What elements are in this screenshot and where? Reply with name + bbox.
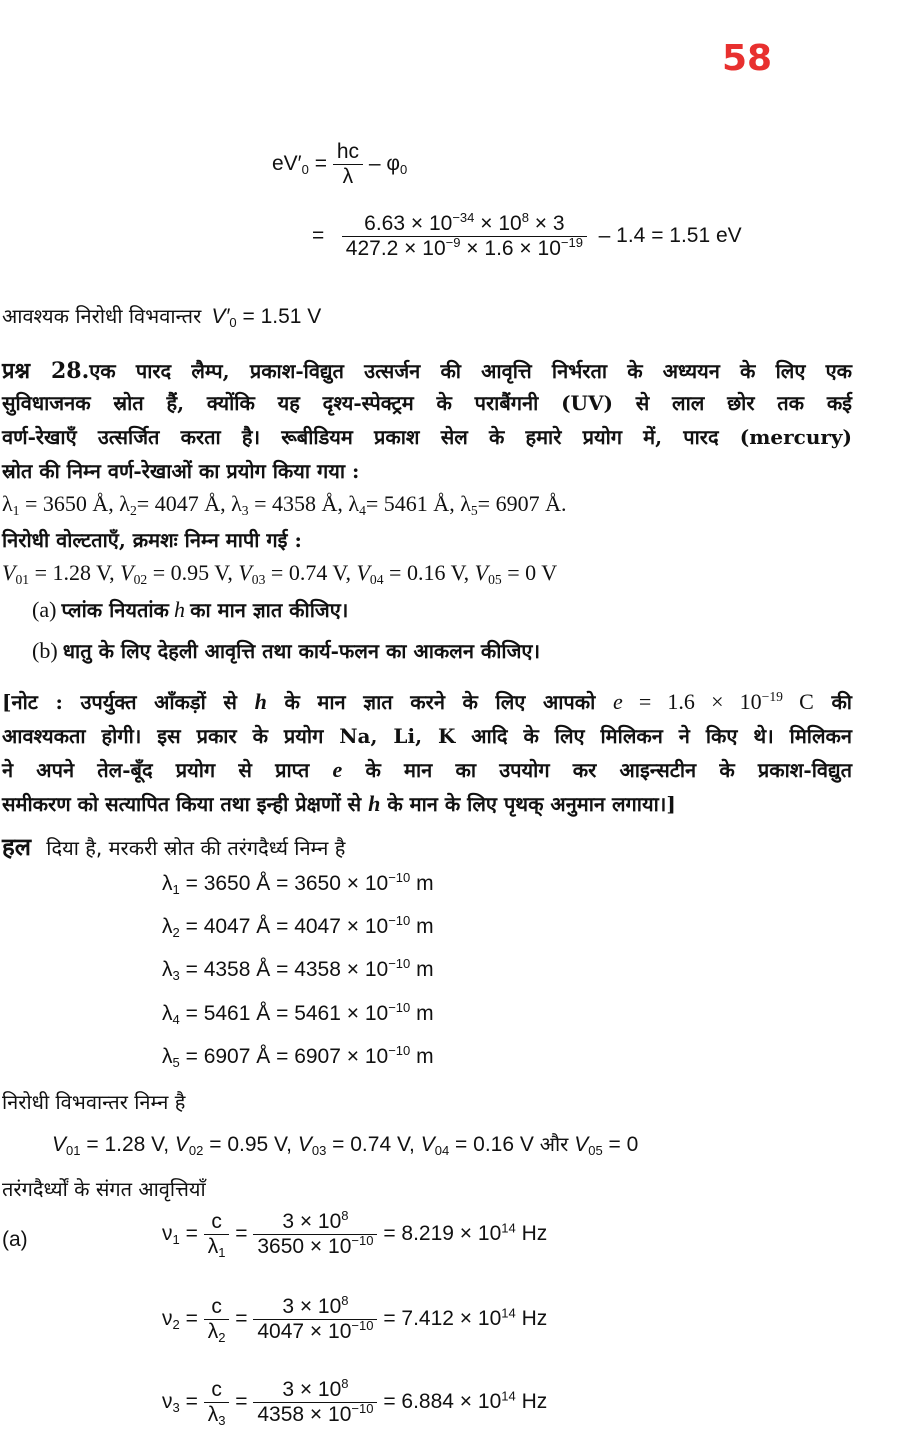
- note-line-3: ने अपने तेल-बूँद प्रयोग से प्राप्त e के मान का उपयोग कर आइन्सटीन के प्रकाश-विद्युत: [2, 757, 853, 782]
- stop-intro: निरोधी विभवान्तर निम्न है: [2, 1090, 186, 1114]
- question-line-1: प्रश्न 28.एक पारद लैम्प, प्रकाश-विद्युत उत्सर्जन की आवृत्ति निर्भरता के अध्ययन के लिए एक: [2, 358, 852, 384]
- eq-result: – 1.4 = 1.51 eV: [598, 224, 742, 248]
- freq-intro: तरंगदैर्ध्यों के संगत आवृत्तियाँ: [2, 1177, 206, 1201]
- freq-line-3: $\nu_3$ = $\frac{c}{\lambda_3}$ = $\frac{3 \times 10^8}{4358 \times 10^{-10}}$ = $6.884 \times 10^{14}$ Hz: [162, 1376, 548, 1428]
- lambda-5: $\lambda_5 = 6907$ Å = $6907 \times 10^{-10}$ m: [162, 1043, 434, 1070]
- question-line-4: स्रोत की निम्न वर्ण-रेखाओं का प्रयोग किया गया :: [2, 459, 360, 483]
- eq-lhs-sub: 0: [301, 161, 309, 177]
- equation-numeric: = $\frac{6.63 \times 10^{-34} \times 10^8 \times 3}{427.2 \times 10^{-9} \times 1.6 \times 10^{-19}}$ – 1.4 = 1.51 eV: [312, 210, 742, 260]
- note-line-1: [नोट : उपर्युक्त आँकड़ों से h के मान ज्ञात करने के लिए आपको $e = 1.6 \times 10^{-19}$ C की: [2, 688, 852, 714]
- note-line-2: आवश्यकता होगी। इस प्रकार के प्रयोग Na, Li, K आदि के लिए मिलिकन ने किए थे। मिलिकन: [2, 724, 852, 748]
- equation-stopping-potential: $eV'_0$ = $\frac{hc}{\lambda}$ – $\varphi_0$: [272, 140, 408, 188]
- fraction-numeric: $\frac{6.63 \times 10^{-34} \times 10^8 \times 3}{427.2 \times 10^{-9} \times 1.6 \times 10^{-19}}$: [342, 212, 587, 261]
- lambda-1: $\lambda_1 = 3650$ Å = $3650 \times 10^{-10}$ m: [162, 870, 434, 897]
- solution-label: हल: [2, 832, 32, 861]
- question-part-a: (a) प्लांक नियतांक h का मान ज्ञात कीजिए।: [32, 597, 349, 622]
- stop-line: $V_{01} = 1.28$ V, $V_{02} = 0.95$ V, $V_{03} = 0.74$ V, $V_{04} = 0.16$ V और $V_{05} = 0$: [52, 1132, 639, 1158]
- question-label: प्रश्न 28.: [2, 358, 90, 384]
- lambda-3: $\lambda_3 = 4358$ Å = $4358 \times 10^{-10}$ m: [162, 956, 434, 983]
- freq-line-1: $\nu_1$ = $\frac{c}{\lambda_1}$ = $\frac{3 \times 10^8}{3650 \times 10^{-10}}$ = $8.219 \times 10^{14}$ Hz: [162, 1208, 548, 1260]
- question-line-2: सुविधाजनक स्रोत हैं, क्योंकि यह दृश्य-स्पेक्ट्रम के पराबैंगनी (UV) से लाल छोर तक कई: [2, 391, 852, 415]
- eq-tail: – φ: [368, 152, 400, 176]
- page-number: 58: [722, 38, 773, 79]
- eq-tail-sub: 0: [399, 161, 408, 177]
- question-line-3: वर्ण-रेखाएँ उत्सर्जित करता है। रूबीडियम प्रकाश सेल के हमारे प्रयोग में, पारद (mercury): [2, 425, 852, 449]
- lambda-2: $\lambda_2 = 4047$ Å = $4047 \times 10^{-10}$ m: [162, 913, 434, 940]
- eq-lhs: eV′: [272, 152, 302, 176]
- solution-intro: हल दिया है, मरकरी स्रोत की तरंगदैर्ध्य निम्न है: [2, 832, 346, 861]
- lambda-4: $\lambda_4 = 5461$ Å = $5461 \times 10^{-10}$ m: [162, 1000, 434, 1027]
- result-line: आवश्यक निरोधी विभवान्तर $V'_0 = 1.51$ V: [2, 304, 322, 330]
- part-a-label: (a): [2, 1228, 28, 1251]
- wavelength-list: $\lambda_1 = 3650$ Å, $\lambda_2= 4047$ Å, $\lambda_3 = 4358$ Å, $\lambda_4= 5461$ Å, $\lambda_5= 6907$ Å.: [2, 491, 567, 519]
- fraction-hc-lambda: $\frac{hc}{\lambda}$: [333, 140, 363, 189]
- question-part-b: (b) धातु के लिए देहली आवृत्ति तथा कार्य-फलन का आकलन कीजिए।: [32, 638, 541, 663]
- freq-line-2: $\nu_2$ = $\frac{c}{\lambda_2}$ = $\frac{3 \times 10^8}{4047 \times 10^{-10}}$ = $7.412 \times 10^{14}$ Hz: [162, 1293, 548, 1345]
- voltage-list: $V_{01} = 1.28$ V, $V_{02} = 0.95$ V, $V_{03} = 0.74$ V, $V_{04} = 0.16$ V, $V_{05} = 0$ V: [2, 560, 558, 588]
- voltage-intro: निरोधी वोल्टताएँ, क्रमशः निम्न मापी गई :: [2, 528, 302, 552]
- note-line-4: समीकरण को सत्यापित किया तथा इन्ही प्रेक्षणों से h के मान के लिए पृथक् अनुमान लगाया।]: [2, 791, 676, 816]
